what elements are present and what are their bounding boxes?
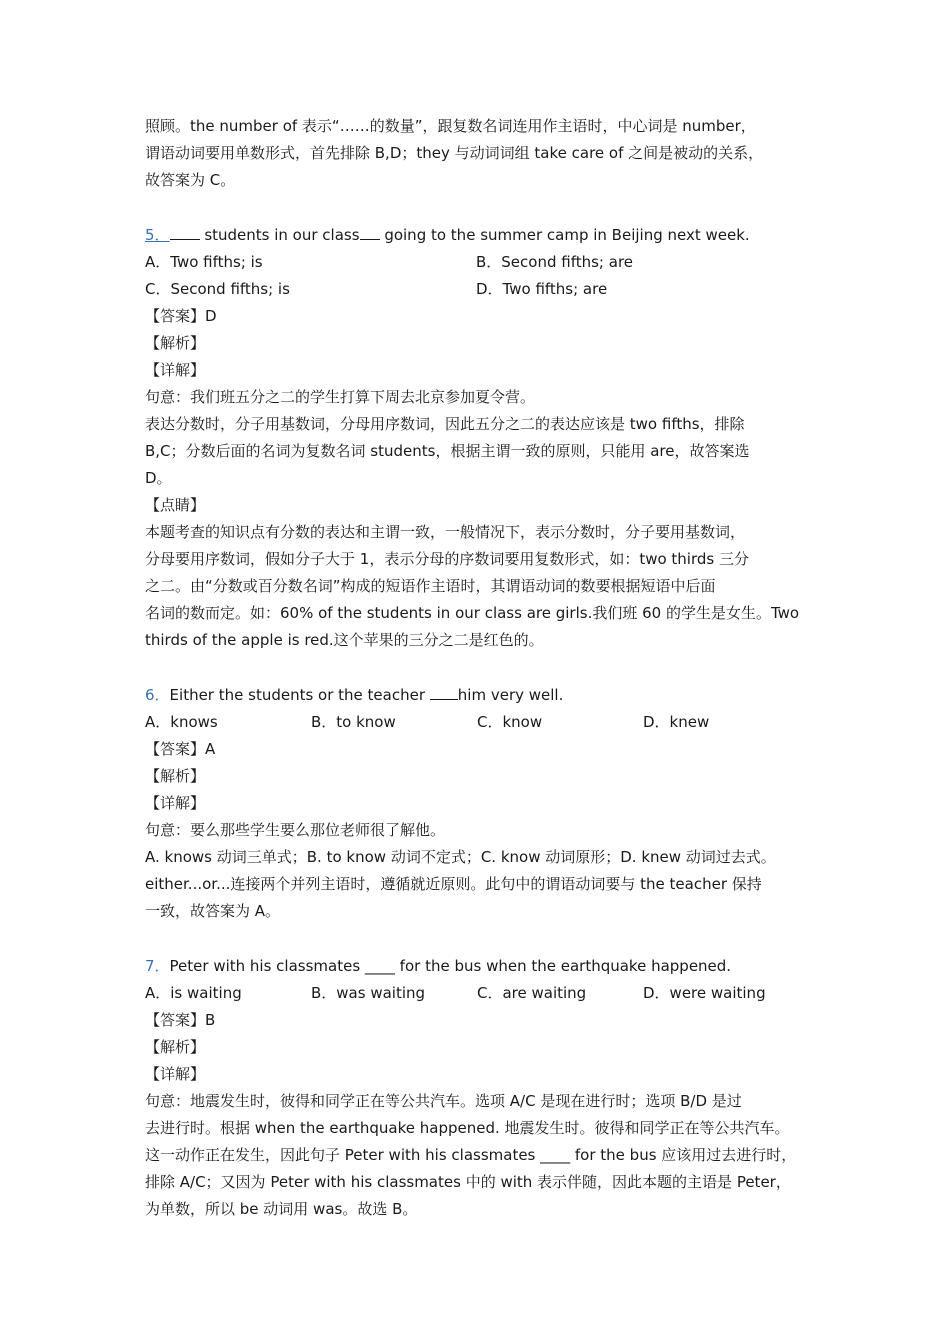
intro-line: 故答案为 C。 bbox=[145, 171, 236, 189]
question-5-option-c: C．Second fifths; is bbox=[145, 280, 290, 298]
question-5-explain-line: 表达分数时，分子用基数词，分母用序数词，因此五分之二的表达应该是 two fifths，排除 bbox=[145, 415, 745, 433]
question-7-text: Peter with his classmates ____ for the bus when the earthquake happened. bbox=[169, 957, 732, 975]
question-5-explain-line: D。 bbox=[145, 469, 172, 487]
question-6-explain-line: A. knows 动词三单式；B. to know 动词不定式；C. know 动词原形；D. knew 动词过去式。 bbox=[145, 848, 776, 866]
question-5-tip-line: 本题考查的知识点有分数的表达和主谓一致，一般情况下，表示分数时，分子要用基数词， bbox=[145, 523, 746, 541]
question-7-explain-line: 为单数，所以 be 动词用 was。故选 B。 bbox=[145, 1200, 418, 1218]
question-6-analysis-label: 【解析】 bbox=[145, 767, 206, 785]
question-7-answer: 【答案】B bbox=[145, 1011, 216, 1029]
question-5-text-b: going to the summer camp in Beijing next week. bbox=[379, 226, 750, 244]
question-5-blank-2 bbox=[360, 223, 380, 240]
question-7-option-a: A．is waiting bbox=[145, 984, 242, 1002]
question-6-detail-label: 【详解】 bbox=[145, 794, 206, 812]
intro-line: 照顾。the number of 表示“……的数量”，跟复数名词连用作主语时，中心词是 number， bbox=[145, 117, 756, 135]
question-5-explain-line: 句意：我们班五分之二的学生打算下周去北京参加夏令营。 bbox=[145, 388, 536, 406]
question-7-number: 7． bbox=[145, 957, 170, 975]
question-7-option-d: D．were waiting bbox=[643, 984, 766, 1002]
question-5-tip-line: 分母要用序数词，假如分子大于 1，表示分母的序数词要用复数形式，如：two thirds 三分 bbox=[145, 550, 749, 568]
question-7-explain-line: 去进行时。根据 when the earthquake happened. 地震发生时。彼得和同学正在等公共汽车。 bbox=[145, 1119, 790, 1137]
intro-line: 谓语动词要用单数形式，首先排除 B,D；they 与动词词组 take care of 之间是被动的关系， bbox=[145, 144, 764, 162]
question-6-options-row bbox=[145, 709, 815, 736]
question-7-explain-line: 句意：地震发生时，彼得和同学正在等公共汽车。选项 A/C 是现在进行时；选项 B/D 是过 bbox=[145, 1092, 742, 1110]
question-5-tip-label: 【点睛】 bbox=[145, 496, 206, 514]
question-6-option-a: A．knows bbox=[145, 713, 218, 731]
question-5-blank-1 bbox=[170, 223, 200, 240]
question-6-option-b: B．to know bbox=[311, 713, 396, 731]
question-7-option-b: B．was waiting bbox=[311, 984, 426, 1002]
question-5-text-a: students in our class bbox=[199, 226, 360, 244]
question-6-explain-line: either...or...连接两个并列主语时，遵循就近原则。此句中的谓语动词要与 the teacher 保持 bbox=[145, 875, 762, 893]
question-6-number: 6． bbox=[145, 686, 170, 704]
question-5-tip-line: 之二。由“分数或百分数名词”构成的短语作主语时，其谓语动词的数要根据短语中后面 bbox=[145, 577, 716, 595]
question-5-detail-label: 【详解】 bbox=[145, 361, 206, 379]
document-content bbox=[145, 113, 815, 1223]
question-5-tip-line: 名词的数而定。如：60% of the students in our class are girls.我们班 60 的学生是女生。Two bbox=[145, 604, 800, 622]
question-5-options-row-2 bbox=[145, 276, 815, 303]
question-7-explain-line: 排除 A/C；又因为 Peter with his classmates 中的 with 表示伴随，因此本题的主语是 Peter， bbox=[145, 1173, 791, 1191]
question-5-analysis-label: 【解析】 bbox=[145, 334, 206, 352]
question-5-tip-line: thirds of the apple is red.这个苹果的三分之二是红色的。 bbox=[145, 631, 544, 649]
question-6-option-c: C．know bbox=[477, 713, 543, 731]
question-6-blank bbox=[430, 683, 458, 700]
question-6-text-a: Either the students or the teacher bbox=[169, 686, 430, 704]
question-7-option-c: C．are waiting bbox=[477, 984, 587, 1002]
question-5-stem bbox=[145, 222, 815, 249]
question-7-stem bbox=[145, 953, 815, 980]
question-5-number-link[interactable]: 5． bbox=[145, 226, 170, 244]
question-6-explain-line: 一致，故答案为 A。 bbox=[145, 902, 281, 920]
question-7-options-row bbox=[145, 980, 815, 1007]
question-5-option-d: D．Two fifths; are bbox=[476, 280, 608, 298]
question-6-stem bbox=[145, 682, 815, 709]
question-6-text-b: him very well. bbox=[457, 686, 564, 704]
question-7-detail-label: 【详解】 bbox=[145, 1065, 206, 1083]
question-5-options-row-1 bbox=[145, 249, 815, 276]
question-7-explain-line: 这一动作正在发生，因此句子 Peter with his classmates ____ for the bus 应该用过去进行时， bbox=[145, 1146, 797, 1164]
question-6-explain-line: 句意：要么那些学生要么那位老师很了解他。 bbox=[145, 821, 446, 839]
question-7-analysis-label: 【解析】 bbox=[145, 1038, 206, 1056]
question-5-option-b: B．Second fifths; are bbox=[476, 253, 634, 271]
question-5-option-a: A．Two fifths; is bbox=[145, 253, 263, 271]
question-5-answer: 【答案】D bbox=[145, 307, 217, 325]
question-6-option-d: D．knew bbox=[643, 713, 710, 731]
question-6-answer: 【答案】A bbox=[145, 740, 216, 758]
question-5-explain-line: B,C；分数后面的名词为复数名词 students，根据主谓一致的原则，只能用 are，故答案选 bbox=[145, 442, 750, 460]
